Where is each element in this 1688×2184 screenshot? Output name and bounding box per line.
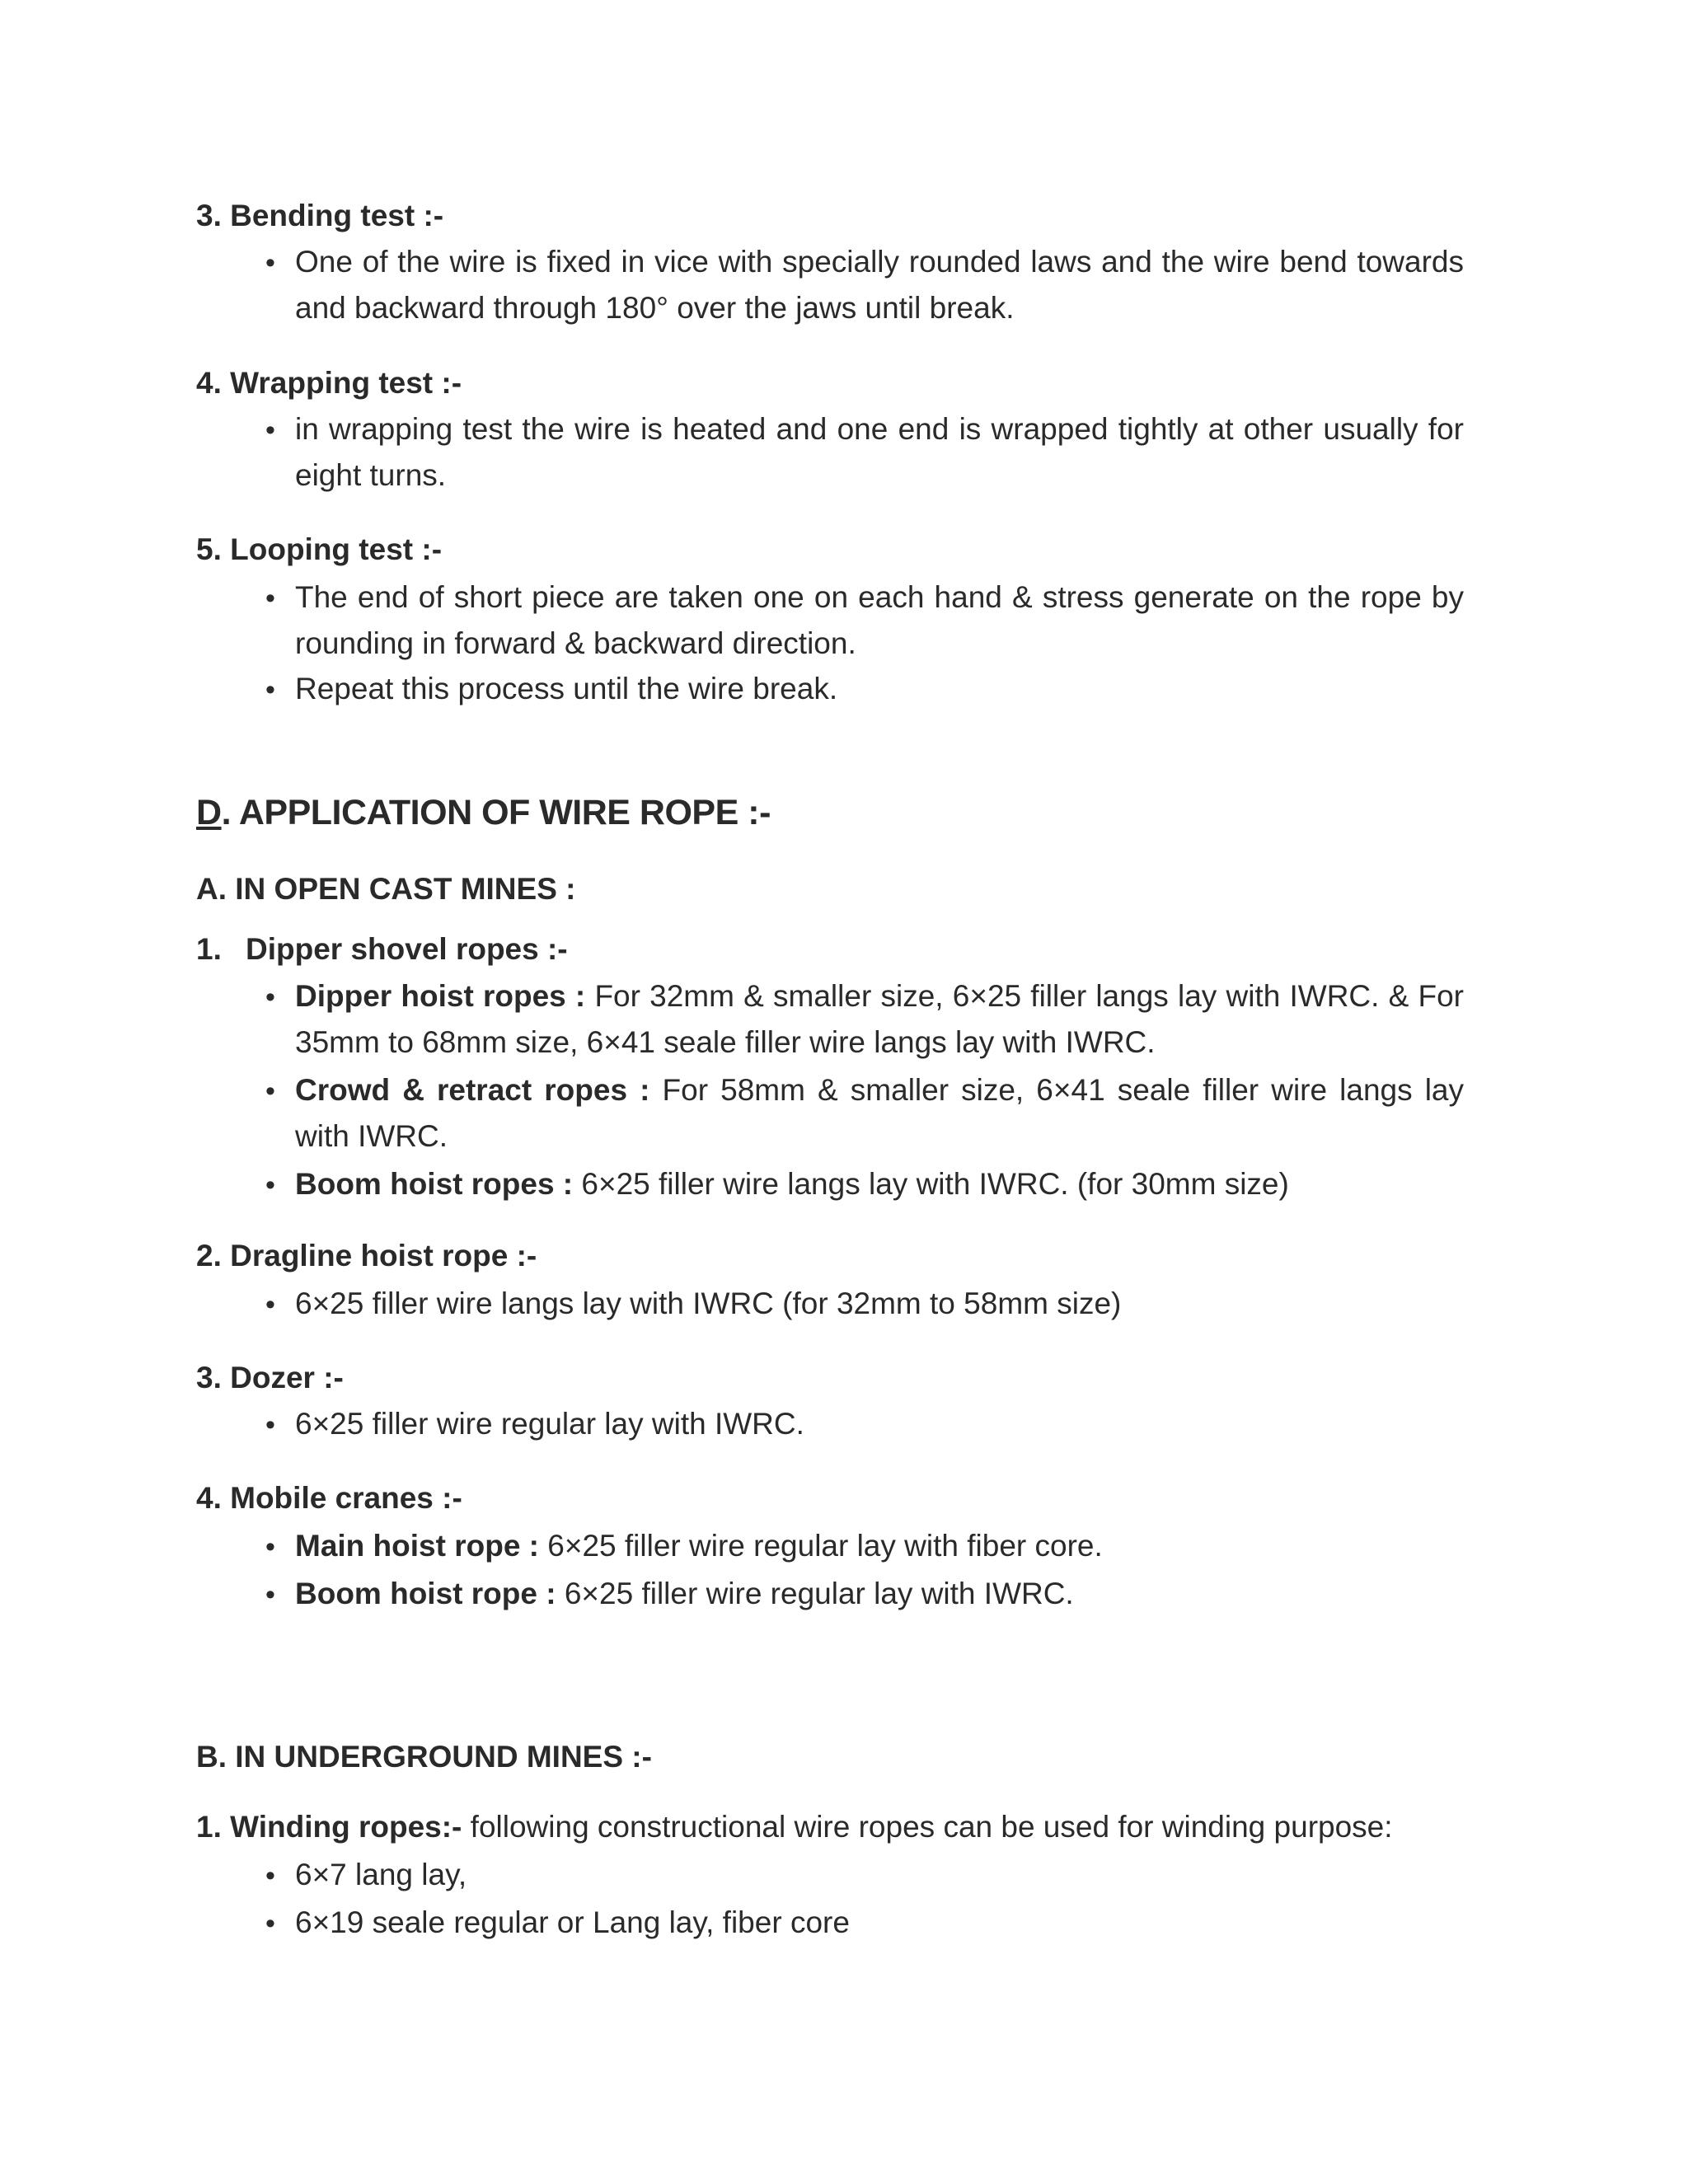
bullet-icon: • [265, 415, 275, 446]
boom-hoist-ropes-label: Boom hoist ropes : [295, 1167, 574, 1201]
winding-ropes-label: 1. Winding ropes:- [196, 1810, 462, 1844]
dipper-shovel-number: 1. [196, 932, 222, 966]
open-cast-heading: A. IN OPEN CAST MINES : [196, 872, 576, 906]
bullet-icon: • [265, 1169, 275, 1201]
bullet-icon: • [265, 1076, 275, 1107]
dipper-hoist-label: Dipper hoist ropes : [295, 979, 586, 1013]
crowd-retract-text: For 58mm & smaller size, 6×41 seale filler wire langs lay with IWRC. [295, 1073, 1464, 1153]
application-heading [196, 791, 771, 834]
boom-hoist-rope-text: 6×25 filler wire regular lay with IWRC. [556, 1577, 1074, 1610]
wrapping-test-text: in wrapping test the wire is heated and one end is wrapped tightly at other usually for eight turns. [295, 412, 1464, 492]
looping-test-text-2: Repeat this process until the wire break. [295, 672, 838, 705]
bending-test-text: One of the wire is fixed in vice with specially rounded laws and the wire bend towards and backward through 180° over the jaws until break. [295, 245, 1464, 325]
dragline-text: 6×25 filler wire langs lay with IWRC (for 32mm to 58mm size) [295, 1286, 1122, 1320]
dipper-hoist-text: For 32mm & smaller size, 6×25 filler langs lay with IWRC. & For 35mm to 68mm size, 6×41 seale filler wire langs lay with IWRC. [295, 979, 1464, 1059]
bending-test-heading: 3. Bending test :- [196, 199, 444, 232]
bullet-icon: • [265, 1860, 275, 1891]
winding-rope-type-1: 6×7 lang lay, [295, 1858, 467, 1891]
boom-hoist-rope-item [295, 1571, 1464, 1617]
boom-hoist-ropes-text: 6×25 filler wire langs lay with IWRC. (for 30mm size) [573, 1167, 1289, 1201]
bullet-icon: • [265, 1531, 275, 1563]
dipper-shovel-label: Dipper shovel ropes :- [246, 932, 568, 966]
bullet-icon: • [265, 1579, 275, 1610]
wrapping-test-heading: 4. Wrapping test :- [196, 366, 462, 400]
dragline-heading: 2. Dragline hoist rope :- [196, 1239, 537, 1272]
mobile-cranes-heading: 4. Mobile cranes :- [196, 1481, 462, 1515]
crowd-retract-item [295, 1067, 1464, 1160]
winding-ropes-text: following constructional wire ropes can be used for winding purpose: [462, 1810, 1393, 1844]
looping-test-text-1: The end of short piece are taken one on each hand & stress generate on the rope by rounding in forward & backward direction. [295, 580, 1464, 660]
crowd-retract-label: Crowd & retract ropes : [295, 1073, 650, 1107]
bullet-icon: • [265, 1409, 275, 1441]
dipper-shovel-heading [196, 931, 568, 968]
main-hoist-label: Main hoist rope : [295, 1529, 539, 1563]
application-title: . APPLICATION OF WIRE ROPE :- [221, 793, 771, 832]
bullet-icon: • [265, 982, 275, 1013]
underground-heading: B. IN UNDERGROUND MINES :- [196, 1740, 652, 1774]
bullet-icon: • [265, 1289, 275, 1320]
main-hoist-item [295, 1523, 1464, 1569]
boom-hoist-rope-label: Boom hoist rope : [295, 1577, 556, 1610]
winding-rope-type-2: 6×19 seale regular or Lang lay, fiber core [295, 1905, 850, 1939]
bullet-icon: • [265, 674, 275, 705]
dozer-heading: 3. Dozer :- [196, 1361, 344, 1394]
boom-hoist-ropes-item [295, 1161, 1464, 1207]
winding-ropes-paragraph [196, 1809, 1393, 1845]
dipper-hoist-item [295, 973, 1464, 1066]
application-letter: D [196, 793, 222, 832]
main-hoist-text: 6×25 filler wire regular lay with fiber core. [539, 1529, 1103, 1563]
looping-test-heading: 5. Looping test :- [196, 532, 443, 566]
bullet-icon: • [265, 1908, 275, 1939]
bullet-icon: • [265, 247, 275, 279]
dozer-text: 6×25 filler wire regular lay with IWRC. [295, 1407, 804, 1441]
bullet-icon: • [265, 583, 275, 614]
